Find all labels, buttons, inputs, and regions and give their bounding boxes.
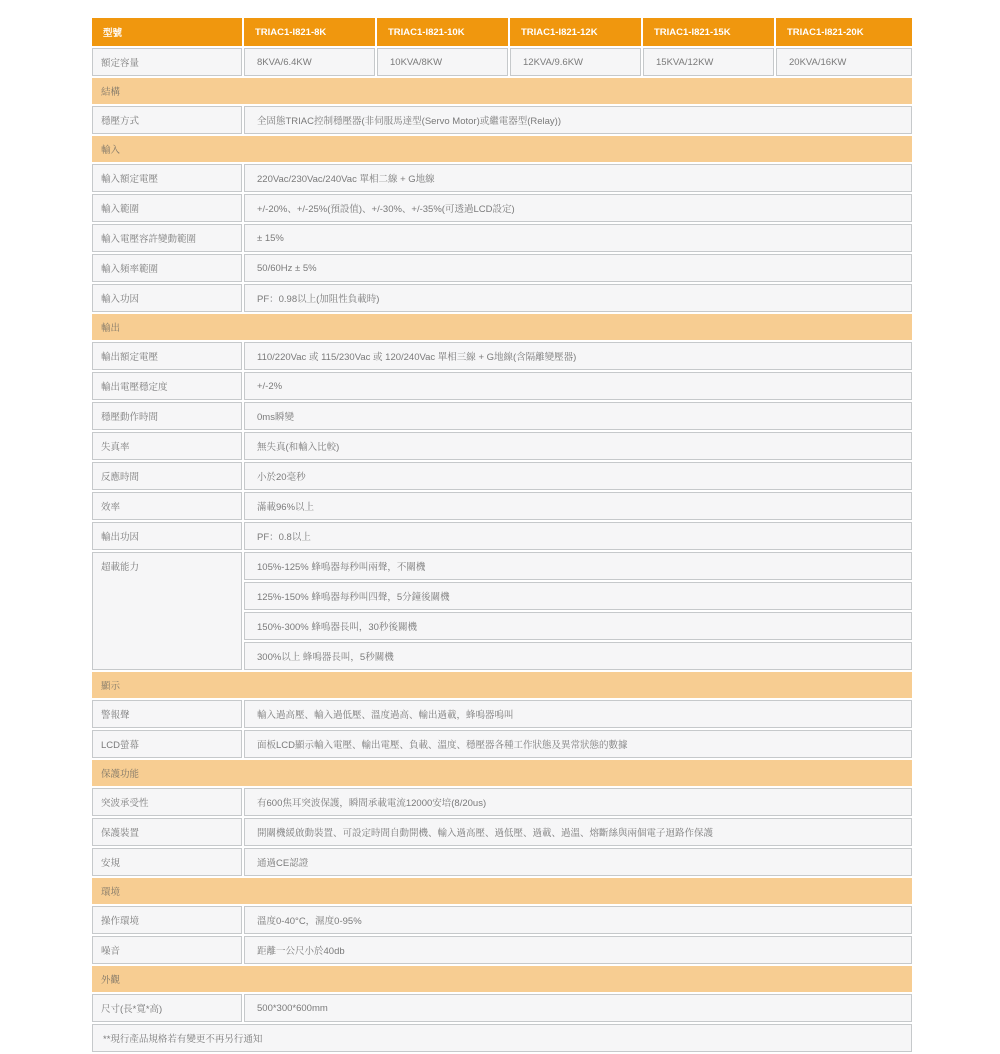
header-cell-model-label: 型號 <box>92 18 242 46</box>
row-label: 輸入範圍 <box>92 194 242 222</box>
row-label: 穩壓動作時間 <box>92 402 242 430</box>
row-label: 輸入功因 <box>92 284 242 312</box>
row-label: 反應時間 <box>92 462 242 490</box>
spec-row <box>92 372 912 400</box>
section-band-output: 輸出 <box>92 314 912 340</box>
overload-value-2: 125%-150% 蜂鳴器每秒叫四聲，5分鐘後關機 <box>244 582 912 610</box>
row-label: 失真率 <box>92 432 242 460</box>
capacity-value-12k: 12KVA/9.6KW <box>510 48 641 76</box>
row-label: 輸入電壓容許變動範圍 <box>92 224 242 252</box>
section-band-appearance: 外觀 <box>92 966 912 992</box>
row-label: 輸入額定電壓 <box>92 164 242 192</box>
row-label: 效率 <box>92 492 242 520</box>
spec-row <box>92 730 912 758</box>
row-label: 保護裝置 <box>92 818 242 846</box>
row-value: 110/220Vac 或 115/230Vac 或 120/240Vac 單相三線 + G地線(含隔離變壓器) <box>244 342 912 370</box>
row-value: 500*300*600mm <box>244 994 912 1022</box>
row-label: 噪音 <box>92 936 242 964</box>
header-cell-model-15k: TRIAC1-I821-15K <box>643 18 774 46</box>
capacity-value-15k: 15KVA/12KW <box>643 48 774 76</box>
spec-row <box>92 224 912 252</box>
spec-row <box>92 936 912 964</box>
row-label: 輸出電壓穩定度 <box>92 372 242 400</box>
section-band-row <box>92 672 912 698</box>
row-label: 安規 <box>92 848 242 876</box>
footnote-text: **現行產品規格若有變更不再另行通知 <box>92 1024 912 1052</box>
capacity-value-20k: 20KVA/16KW <box>776 48 912 76</box>
row-value: 有600焦耳突波保護，瞬間承載電流12000安培(8/20us) <box>244 788 912 816</box>
footnote-row <box>92 1024 912 1052</box>
row-value: 0ms瞬變 <box>244 402 912 430</box>
section-band-display: 顯示 <box>92 672 912 698</box>
spec-row <box>92 994 912 1022</box>
spec-row <box>92 254 912 282</box>
section-band-row <box>92 78 912 104</box>
overload-value-4: 300%以上 蜂鳴器長叫，5秒關機 <box>244 642 912 670</box>
overload-value-3: 150%-300% 蜂鳴器長叫，30秒後關機 <box>244 612 912 640</box>
table-header-row <box>92 18 912 46</box>
row-value: 面板LCD顯示輸入電壓、輸出電壓、負載、溫度、穩壓器各種工作狀態及異常狀態的數據 <box>244 730 912 758</box>
row-value: +/-20%、+/-25%(預設值)、+/-30%、+/-35%(可透過LCD設定) <box>244 194 912 222</box>
row-value: 全固態TRIAC控制穩壓器(非伺服馬達型(Servo Motor)或繼電器型(Relay)) <box>244 106 912 134</box>
row-value: 溫度0-40°C，濕度0-95% <box>244 906 912 934</box>
spec-row <box>92 342 912 370</box>
row-label: 突波承受性 <box>92 788 242 816</box>
section-band-structure: 結構 <box>92 78 912 104</box>
spec-row <box>92 818 912 846</box>
section-band-input: 輸入 <box>92 136 912 162</box>
row-label: 穩壓方式 <box>92 106 242 134</box>
spec-row <box>92 848 912 876</box>
row-value: 通過CE認證 <box>244 848 912 876</box>
section-band-row <box>92 314 912 340</box>
header-cell-model-10k: TRIAC1-I821-10K <box>377 18 508 46</box>
row-value: 開關機緩啟動裝置、可設定時間自動開機、輸入過高壓、過低壓、過載、過溫、熔斷絲與兩個電子迴路作保護 <box>244 818 912 846</box>
section-band-row <box>92 878 912 904</box>
spec-row <box>92 906 912 934</box>
spec-row <box>92 432 912 460</box>
row-value: 無失真(和輸入比較) <box>244 432 912 460</box>
header-cell-model-20k: TRIAC1-I821-20K <box>776 18 912 46</box>
row-value: 距離一公尺小於40db <box>244 936 912 964</box>
spec-row <box>92 700 912 728</box>
overload-value-1: 105%-125% 蜂鳴器每秒叫兩聲，不關機 <box>244 552 912 580</box>
header-cell-model-12k: TRIAC1-I821-12K <box>510 18 641 46</box>
row-value: 220Vac/230Vac/240Vac 單相二線 + G地線 <box>244 164 912 192</box>
header-cell-model-8k: TRIAC1-I821-8K <box>244 18 375 46</box>
spec-row <box>92 194 912 222</box>
spec-row <box>92 522 912 550</box>
row-value: 50/60Hz ± 5% <box>244 254 912 282</box>
capacity-row <box>92 48 912 76</box>
row-value: 滿載96%以上 <box>244 492 912 520</box>
spec-row <box>92 106 912 134</box>
row-label: 輸出額定電壓 <box>92 342 242 370</box>
section-band-environment: 環境 <box>92 878 912 904</box>
capacity-value-10k: 10KVA/8KW <box>377 48 508 76</box>
capacity-value-8k: 8KVA/6.4KW <box>244 48 375 76</box>
row-value: PF：0.8以上 <box>244 522 912 550</box>
spec-row <box>92 164 912 192</box>
row-label: 輸出功因 <box>92 522 242 550</box>
spec-table <box>90 16 914 1054</box>
spec-row <box>92 788 912 816</box>
row-value: PF：0.98以上(加阻性負載時) <box>244 284 912 312</box>
spec-row <box>92 402 912 430</box>
row-value: 小於20毫秒 <box>244 462 912 490</box>
section-band-row <box>92 966 912 992</box>
spec-row <box>92 492 912 520</box>
overload-row <box>92 552 912 580</box>
row-label: 輸入頻率範圍 <box>92 254 242 282</box>
row-label: LCD螢幕 <box>92 730 242 758</box>
row-label: 操作環境 <box>92 906 242 934</box>
section-band-row <box>92 136 912 162</box>
spec-row <box>92 462 912 490</box>
row-value: ± 15% <box>244 224 912 252</box>
section-band-protection: 保護功能 <box>92 760 912 786</box>
row-label: 尺寸(長*寬*高) <box>92 994 242 1022</box>
row-value: 輸入過高壓、輸入過低壓、溫度過高、輸出過載，蜂鳴器鳴叫 <box>244 700 912 728</box>
spec-row <box>92 284 912 312</box>
row-label-overload: 超載能力 <box>92 552 242 670</box>
row-value: +/-2% <box>244 372 912 400</box>
section-band-row <box>92 760 912 786</box>
row-label: 警報聲 <box>92 700 242 728</box>
row-label: 額定容量 <box>92 48 242 76</box>
